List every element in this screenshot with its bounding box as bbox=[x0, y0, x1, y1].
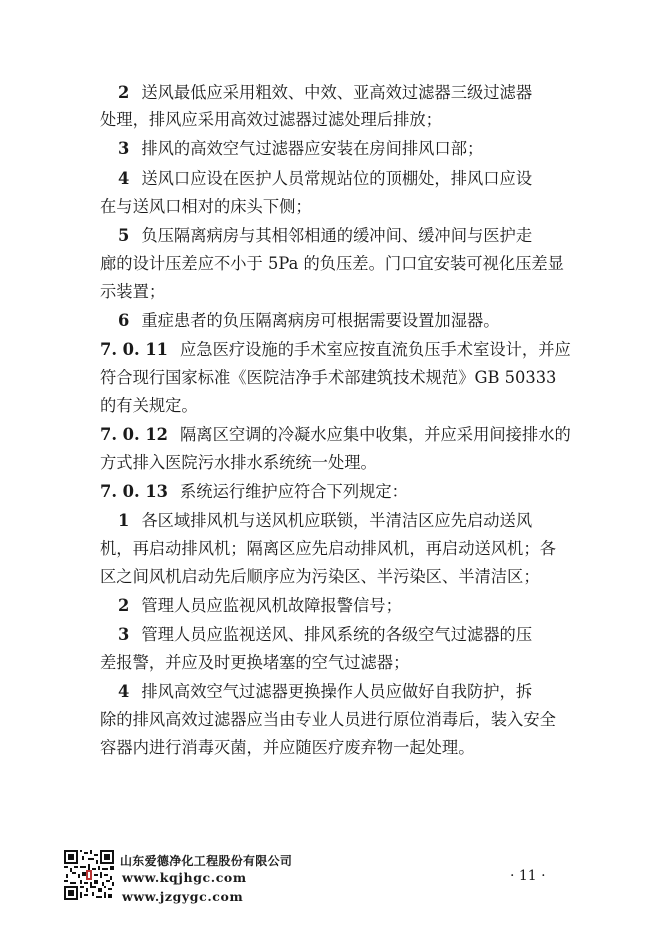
list-item-3 bbox=[118, 138, 483, 160]
text-line bbox=[100, 652, 409, 674]
item-text: 除的排风高效过滤器应当由专业人员进行原位消毒后，装入安全 bbox=[100, 710, 556, 729]
text-line bbox=[100, 367, 556, 389]
item-text: 重症患者的负压隔离病房可根据需要设置加湿器。 bbox=[141, 311, 500, 330]
clause-7-0-13 bbox=[100, 481, 408, 503]
clause-number: 7. 0. 12 bbox=[100, 425, 168, 444]
item-text: 廊的设计压差应不小于 5Pa 的负压差。门口宜安装可视化压差显 bbox=[100, 254, 564, 273]
item-text: 机，再启动排风机；隔离区应先启动排风机，再启动送风机；各 bbox=[100, 539, 556, 558]
item-text: 在与送风口相对的床头下侧； bbox=[100, 197, 312, 216]
item-text: 差报警，并应及时更换堵塞的空气过滤器； bbox=[100, 653, 410, 672]
clause-number: 7. 0. 13 bbox=[100, 482, 168, 501]
item-text: 容器内进行消毒灭菌，并应随医疗废弃物一起处理。 bbox=[100, 738, 475, 757]
clause-text: 的有关规定。 bbox=[100, 396, 198, 415]
item-text: 处理，排风应采用高效过滤器过滤处理后排放； bbox=[100, 110, 442, 129]
list-item-4 bbox=[118, 168, 532, 190]
text-line bbox=[100, 538, 556, 560]
list-item-3b bbox=[118, 624, 532, 646]
text-line bbox=[100, 737, 474, 759]
text-line bbox=[100, 709, 556, 731]
item-number: 6 bbox=[118, 311, 130, 330]
clause-number: 7. 0. 11 bbox=[100, 340, 168, 359]
list-item-6 bbox=[118, 310, 500, 332]
item-text: 管理人员应监视风机故障报警信号； bbox=[141, 596, 402, 615]
clause-text: 应急医疗设施的手术室应按直流负压手术室设计，并应 bbox=[180, 340, 571, 359]
clause-text: 系统运行维护应符合下列规定： bbox=[180, 482, 408, 501]
list-item-5 bbox=[118, 225, 532, 247]
item-text: 送风最低应采用粗效、中效、亚高效过滤器三级过滤器 bbox=[141, 83, 533, 102]
page-number: · 11 · bbox=[510, 868, 546, 884]
clause-7-0-12 bbox=[100, 424, 571, 446]
text-line bbox=[100, 452, 377, 474]
item-number: 5 bbox=[118, 226, 130, 245]
item-number: 2 bbox=[118, 596, 130, 615]
text-line bbox=[100, 395, 198, 417]
clause-text: 隔离区空调的冷凝水应集中收集，并应采用间接排水的 bbox=[180, 425, 571, 444]
item-text: 示装置； bbox=[100, 282, 166, 301]
item-text: 区之间风机启动先后顺序应为污染区、半污染区、半清洁区； bbox=[100, 567, 540, 586]
item-number: 4 bbox=[118, 169, 130, 188]
text-line bbox=[100, 253, 564, 275]
company-name: 山东爱德净化工程股份有限公司 bbox=[120, 854, 293, 868]
item-text: 排风的高效空气过滤器应安装在房间排风口部； bbox=[141, 139, 484, 158]
item-text: 管理人员应监视送风、排风系统的各级空气过滤器的压 bbox=[141, 625, 533, 644]
clause-text: 方式排入医院污水排水系统统一处理。 bbox=[100, 453, 377, 472]
item-number: 4 bbox=[118, 682, 130, 701]
text-line bbox=[100, 566, 540, 588]
text-line bbox=[100, 281, 165, 303]
item-number: 2 bbox=[118, 83, 130, 102]
item-text: 负压隔离病房与其相邻相通的缓冲间、缓冲间与医护走 bbox=[141, 226, 533, 245]
item-text: 排风高效空气过滤器更换操作人员应做好自我防护，拆 bbox=[141, 682, 533, 701]
item-number: 1 bbox=[118, 511, 130, 530]
website-link-1: www.kqjhgc.com bbox=[122, 870, 247, 885]
list-item-2b bbox=[118, 595, 402, 617]
list-item-2 bbox=[118, 82, 532, 104]
clause-7-0-11 bbox=[100, 339, 571, 361]
page-footer bbox=[0, 846, 650, 926]
item-number: 3 bbox=[118, 625, 130, 644]
list-item-4b bbox=[118, 681, 532, 703]
text-line bbox=[100, 196, 312, 218]
text-line bbox=[100, 109, 442, 131]
item-number: 3 bbox=[118, 139, 130, 158]
qr-code-icon bbox=[64, 850, 114, 900]
website-link-2: www.jzgygc.com bbox=[122, 889, 244, 904]
item-text: 各区域排风机与送风机应联锁，半清洁区应先启动送风 bbox=[141, 511, 533, 530]
item-text: 送风口应设在医护人员常规站位的顶棚处，排风口应设 bbox=[141, 169, 533, 188]
list-item-1 bbox=[118, 510, 532, 532]
clause-text: 符合现行国家标准《医院洁净手术部建筑技术规范》GB 50333 bbox=[100, 368, 557, 387]
